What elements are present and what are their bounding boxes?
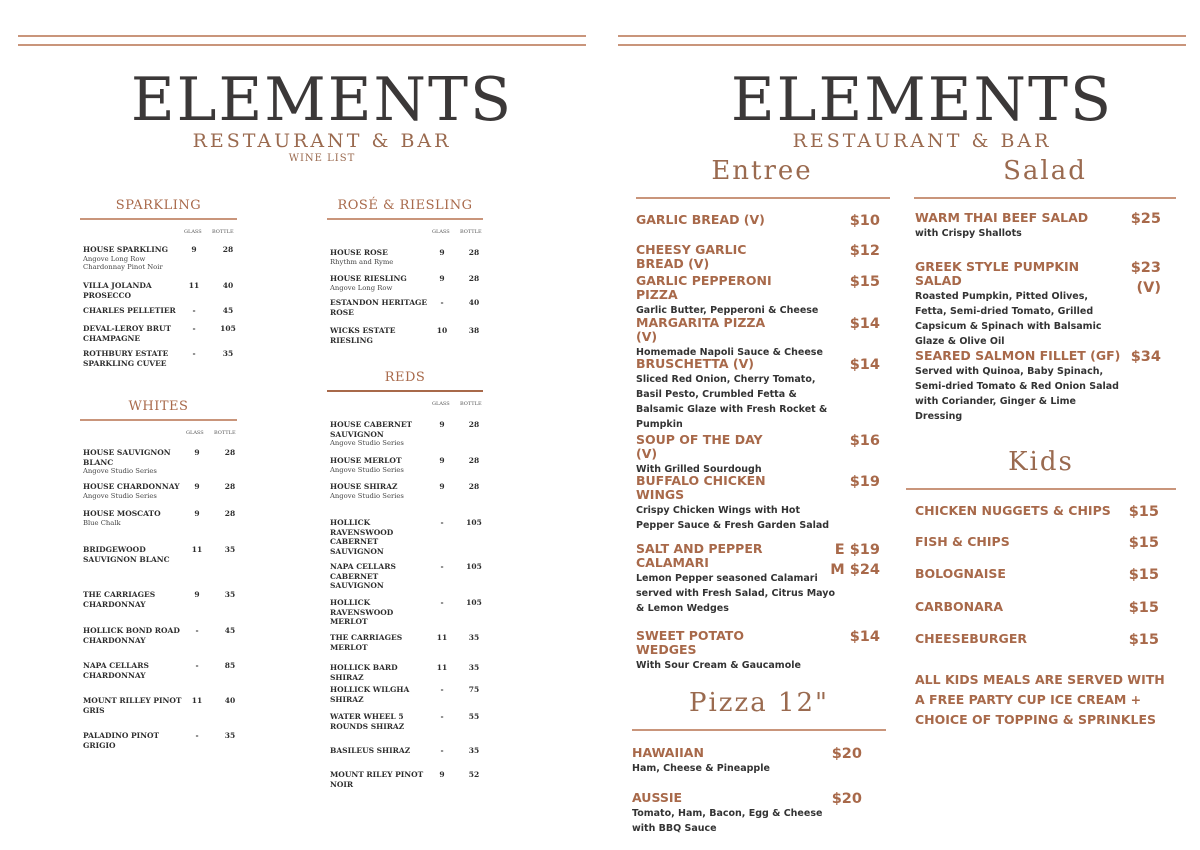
wine-name [330,633,430,652]
glass-price: - [192,306,196,315]
item-price [1129,567,1159,583]
wine-name [330,326,430,345]
wine-name [330,685,430,704]
item-name: SALT AND PEPPER CALAMARI [636,541,763,570]
wine-name [83,545,183,564]
wine-name [83,324,183,343]
wine-name [83,448,183,476]
price-value: $20 [831,791,862,807]
item-description: Garlic Butter, Pepperoni & Cheese [636,305,819,316]
wine-producer: Blue Chalk [83,518,121,527]
brand-subtitle: RESTAURANT & BAR [192,130,452,152]
entree-item [636,542,880,616]
section-title: WHITES [80,399,237,421]
glass-price: - [440,598,444,607]
item-price [850,274,880,290]
reds-section [327,370,483,789]
wine-name [83,590,183,609]
wine-name-text: MOUNT RILLEY PINOT GRIS [83,696,182,715]
brand-subtitle: RESTAURANT & BAR [792,130,1052,152]
bottle-price: 28 [468,420,480,429]
wine-name-text: DEVAL-LEROY BRUT CHAMPAGNE [83,324,172,343]
rose-riesling-section [327,198,483,345]
entree-heading: Entree [711,156,813,186]
glass-price: 9 [191,245,197,254]
top-rule [18,35,586,37]
salad-item [915,211,1161,241]
item-price [1129,632,1159,648]
wine-name [330,746,430,756]
bottle-price: 35 [222,349,234,358]
price-value: $15 [849,274,880,290]
wine-name-text: HOLLICK RAVENSWOOD MERLOT [330,598,394,626]
wine-name-text: HOLLICK BARD SHIRAZ [330,663,398,682]
brand-title: ELEMENTS [730,65,1114,135]
item-name: BUFFALO CHICKEN WINGS [636,473,766,502]
wine-name [330,456,430,474]
glass-price: - [195,661,199,670]
glass-price: - [440,562,444,571]
wine-name [330,274,430,292]
price-value: $12 [849,243,880,259]
item-price [1129,535,1159,551]
item-name: CHICKEN NUGGETS & CHIPS [915,503,1111,518]
wine-name [83,306,183,316]
price-value: $15 [1128,567,1159,583]
salad-item [915,260,1161,349]
wine-name [330,562,430,591]
item-name: CHEESEBURGER [915,631,1027,646]
wine-name [83,509,183,527]
glass-price: 9 [439,420,445,429]
bottle-price: 28 [468,248,480,257]
wine-producer: Angove Studio Series [330,491,404,500]
bottle-price: 105 [466,518,482,527]
price-value: $15 [1128,504,1159,520]
wine-name-text: HOUSE MERLOT [330,456,402,465]
glass-price: 9 [439,482,445,491]
bottle-price: 35 [224,731,236,740]
wine-name-text: NAPA CELLARS CHARDONNAY [83,661,149,680]
glass-price: - [440,746,444,755]
wine-name [83,482,183,500]
item-name: SWEET POTATO WEDGES [636,628,744,657]
column-headers [327,226,483,240]
item-name: HAWAIIAN [632,745,704,760]
bottle-price: 28 [224,448,236,457]
wine-producer: Angove Studio Series [330,439,404,447]
bottle-price: 40 [468,298,480,307]
glass-price: 11 [191,545,203,554]
item-description: with Crispy Shallots [915,228,1022,239]
item-price [850,316,880,332]
top-rule [618,35,1186,37]
wine-producer: Angove Long Row Chardonnay Pinot Noir [83,254,163,271]
bottle-price: 28 [224,509,236,518]
glass-price: 9 [194,509,200,518]
glass-price: 11 [188,281,200,290]
pizza-heading: Pizza 12" [688,688,829,718]
item-name: BOLOGNAISE [915,566,1006,581]
entree-item [636,433,880,477]
food-brand [622,65,1200,152]
item-price [1131,211,1161,227]
entree-item [636,243,880,271]
kids-item [915,600,1159,614]
kids-item [915,632,1159,646]
price-value: $20 [831,746,862,762]
glass-price: 9 [194,590,200,599]
wine-name-text: VILLA JOLANDA PROSECCO [83,281,152,300]
wine-name [83,349,183,368]
sparkling-section [80,198,237,368]
entree-rule [636,197,890,199]
price-value: $10 [849,213,880,229]
glass-price: - [195,626,199,635]
pizza-item [632,746,862,776]
item-description: Crispy Chicken Wings with Hot Pepper Sauce & Fresh Garden Salad [636,505,830,531]
bottle-price: 28 [468,456,480,465]
item-name: WARM THAI BEEF SALAD [915,210,1089,225]
wine-name [83,731,183,750]
entree-item [636,357,880,432]
price-value: $34 [1130,349,1161,365]
item-price [850,629,880,645]
section-title: ROSÉ & RIESLING [327,198,483,220]
wine-name-text: HOUSE MOSCATO [83,509,161,518]
price-value: $14 [849,629,880,645]
whites-section [80,399,237,750]
wine-name-text: HOUSE RIESLING [330,274,407,283]
item-description: Roasted Pumpkin, Pitted Olives, Fetta, Semi-dried Tomato, Grilled Capsicum & Spinach with Balsamic Glaze & Olive Oil [915,291,1102,347]
wine-name [83,661,183,680]
price-value: $15 [1128,535,1159,551]
glass-header: GLASS [184,229,202,235]
wine-producer: Angove Studio Series [83,491,157,500]
glass-price: 9 [439,770,445,779]
wine-name-text: ROTHBURY ESTATE SPARKLING CUVEE [83,349,169,368]
entree-item [636,474,880,533]
price-value: $25 [1130,211,1161,227]
wine-name [330,712,430,731]
bottle-price: 52 [468,770,480,779]
item-price [850,243,880,259]
price-value: E $19 [834,542,880,558]
glass-price: 10 [436,326,448,335]
brand-title: ELEMENTS [130,65,514,135]
salad-heading: Salad [1003,156,1087,186]
wine-list-title: WINE LIST [288,153,356,164]
wine-name-text: HOLLICK RAVENSWOOD CABERNET SAUVIGNON [330,518,394,556]
price-value: $15 [1128,600,1159,616]
item-description: Lemon Pepper seasoned Calamari served with Fresh Salad, Citrus Mayo & Lemon Wedges [636,573,836,614]
glass-price: 9 [439,274,445,283]
top-rule [618,44,1186,46]
item-name: CARBONARA [915,599,1004,614]
kids-rule [906,488,1176,490]
wine-name-text: ESTANDON HERITAGE ROSE [330,298,428,317]
wine-producer: Angove Long Row [330,283,393,292]
wine-name [330,663,430,682]
bottle-price: 35 [468,663,480,672]
wine-name-text: THE CARRIAGES MERLOT [330,633,403,652]
glass-price: 9 [194,482,200,491]
bottle-price: 28 [224,482,236,491]
bottle-header: BOTTLE [212,229,234,235]
price-value: $15 [1128,632,1159,648]
section-title: SPARKLING [80,198,237,220]
kids-note: ALL KIDS MEALS ARE SERVED WITH A FREE PARTY CUP ICE CREAM + CHOICE OF TOPPING & SPRINKLES [915,672,1165,727]
wine-name-text: HOUSE SPARKLING [83,245,169,254]
kids-item [915,535,1159,549]
wine-name-text: HOUSE SAUVIGNON BLANC [83,448,171,467]
column-headers [80,226,237,240]
item-name: GARLIC BREAD (V) [636,212,765,227]
wine-name [330,770,430,789]
item-price [832,746,862,762]
wine-name [330,298,430,317]
price-value: $23 [1130,260,1161,276]
item-price [1129,600,1159,616]
column-headers [80,427,237,441]
wine-name-text: BRIDGEWOOD SAUVIGNON BLANC [83,545,170,564]
item-price [850,213,880,229]
item-name: CHEESY GARLIC BREAD (V) [636,242,747,271]
bottle-price: 75 [468,685,480,694]
bottle-price: 35 [468,746,480,755]
salad-rule [914,197,1176,199]
bottle-header: BOTTLE [460,229,482,235]
wine-name [330,518,430,556]
wine-name-text: WATER WHEEL 5 ROUNDS SHIRAZ [330,712,405,731]
section-title: REDS [327,370,483,392]
price-value: $16 [849,433,880,449]
wine-name-text: PALADINO PINOT GRIGIO [83,731,160,750]
bottle-price: 45 [224,626,236,635]
glass-price: 11 [436,663,448,672]
item-price [830,542,880,578]
item-name: GARLIC PEPPERONI PIZZA [636,273,772,302]
wine-name-text: HOUSE SHIRAZ [330,482,398,491]
item-description: Homemade Napoli Sauce & Cheese [636,347,823,358]
wine-name-text: HOUSE CHARDONNAY [83,482,180,491]
wine-name [83,281,183,300]
glass-price: - [440,518,444,527]
item-name: BRUSCHETTA (V) [636,356,754,371]
bottle-price: 35 [224,545,236,554]
item-description: Tomato, Ham, Bacon, Egg & Cheese with BBQ Sauce [632,808,823,834]
glass-price: - [195,731,199,740]
bottle-price: 105 [466,598,482,607]
item-name: SOUP OF THE DAY (V) [636,432,763,461]
bottle-price: 35 [224,590,236,599]
item-price [832,791,862,807]
item-price [1131,349,1161,365]
wine-name [83,626,183,645]
wine-name-text: WICKS ESTATE RIESLING [330,326,396,345]
wine-name-text: HOUSE CABERNET SAUVIGNON [330,420,413,439]
price-value: $14 [849,357,880,373]
entree-item [636,213,880,227]
entree-item [636,629,880,673]
item-name: GREEK STYLE PUMPKIN SALAD [915,259,1080,288]
price-value: $19 [849,474,880,490]
glass-price: - [440,298,444,307]
wine-producer: Rhythm and Ryme [330,257,394,266]
item-description: With Grilled Sourdough [636,464,762,475]
food-menu-page [600,0,1200,850]
item-price [1129,504,1159,520]
column-headers [327,398,483,412]
bottle-price: 28 [222,245,234,254]
bottle-price: 105 [466,562,482,571]
bottle-price: 35 [468,633,480,642]
wine-name-text: HOLLICK WILGHA SHIRAZ [330,685,410,704]
price-value: $14 [849,316,880,332]
entree-item [636,316,880,360]
bottle-header: BOTTLE [460,401,482,407]
salad-item [915,349,1161,424]
wine-name-text: THE CARRIAGES CHARDONNAY [83,590,156,609]
glass-price: - [440,712,444,721]
wine-name-text: BASILEUS SHIRAZ [330,746,411,755]
item-name: MARGARITA PIZZA (V) [636,315,766,344]
bottle-price: 28 [468,482,480,491]
wine-name [330,482,430,500]
pizza-rule [632,729,886,731]
bottle-price: 105 [220,324,236,333]
glass-price: - [192,349,196,358]
bottle-price: 28 [468,274,480,283]
wine-name [330,420,430,448]
glass-price: - [192,324,196,333]
glass-header: GLASS [432,229,450,235]
wine-producer: Angove Studio Series [83,467,157,475]
pizza-item [632,791,862,836]
price-value-secondary: M $24 [830,562,880,578]
wine-name [330,598,430,627]
item-price [850,357,880,373]
wine-name [83,696,183,715]
glass-price: 9 [439,248,445,257]
item-description: Sliced Red Onion, Cherry Tomato, Basil Pesto, Crumbled Fetta & Balsamic Glaze with Fresh Rocket & Pumpkin [636,374,828,430]
glass-header: GLASS [186,430,204,436]
kids-item [915,567,1159,581]
bottle-price: 40 [224,696,236,705]
item-price [850,433,880,449]
glass-price: - [440,685,444,694]
glass-price: 9 [194,448,200,457]
wine-name-text: NAPA CELLARS CABERNET SAUVIGNON [330,562,396,590]
item-name: SEARED SALMON FILLET (GF) [915,348,1121,363]
wine-name-text: MOUNT RILEY PINOT NOIR [330,770,424,789]
item-description: Ham, Cheese & Pineapple [632,763,770,774]
wine-name-text: HOUSE ROSE [330,248,388,257]
wine-name [83,245,183,272]
kids-item [915,504,1159,518]
item-price [1131,260,1161,296]
item-price [850,474,880,490]
bottle-price: 38 [468,326,480,335]
entree-item [636,274,880,318]
bottle-price: 45 [222,306,234,315]
glass-price: 11 [191,696,203,705]
wine-name-text: CHARLES PELLETIER [83,306,176,315]
glass-price: 11 [436,633,448,642]
glass-price: 9 [439,456,445,465]
wine-name-text: HOLLICK BOND ROAD CHARDONNAY [83,626,180,645]
price-value-secondary: (V) [1136,280,1161,296]
bottle-price: 55 [468,712,480,721]
item-description: Served with Quinoa, Baby Spinach, Semi-dried Tomato & Red Onion Salad with Coriander, Ginger & Lime Dressing [915,366,1119,422]
wine-brand [22,65,622,164]
wine-producer: Angove Studio Series [330,465,404,474]
item-name: FISH & CHIPS [915,534,1010,549]
item-description: With Sour Cream & Gaucamole [636,660,801,671]
bottle-price: 40 [222,281,234,290]
kids-heading: Kids [1008,447,1074,477]
wine-name [330,248,430,266]
bottle-header: BOTTLE [214,430,236,436]
top-rule [18,44,586,46]
bottle-price: 85 [224,661,236,670]
item-name: AUSSIE [632,790,683,805]
glass-header: GLASS [432,401,450,407]
